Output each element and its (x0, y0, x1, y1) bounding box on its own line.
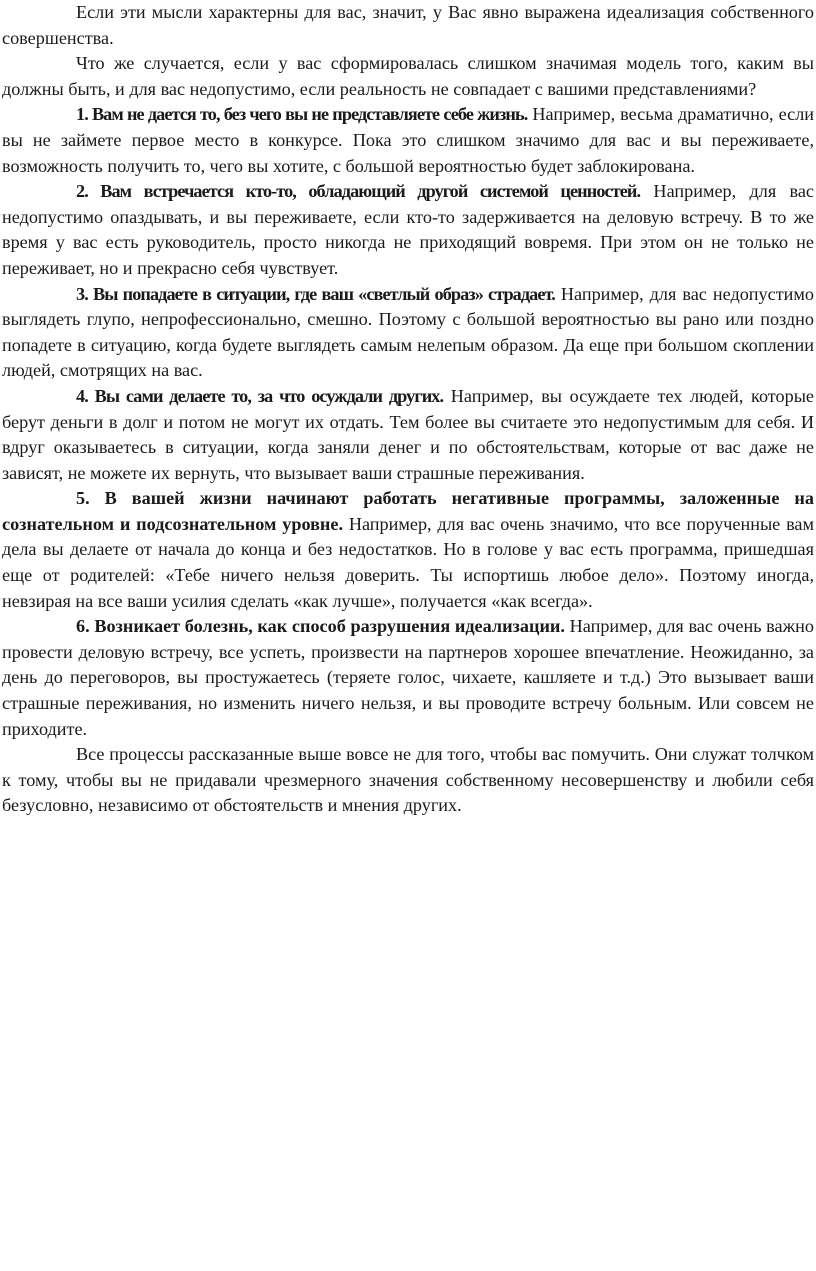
point-heading: 3. Вы попадаете в ситуации, где ваш «светлый образ» страдает. (76, 283, 555, 304)
paragraph-text: Например, весьма драматично, если вы не займете первое место в конкурсе. Пока это слишком значимо для вас и вы переживаете, возможность получить то, чего вы хотите, с большой вероятностью будет заблокирована. (2, 104, 815, 176)
paragraph-text: Например, вы осуждаете тех людей, которые берут деньги в долг и потом не могут их отдать. Тем более вы считаете это недопустимым для себя. И вдруг оказываетесь в ситуации, когда заняли денег и по обстоятельствам, которые от вас даже не зависят, не можете их вернуть, что вызывает ваши страшные переживания. (2, 385, 814, 483)
document-page (2, 0, 814, 819)
point-heading: 2. Вам встречается кто-то, обладающий другой системой ценностей. (76, 181, 641, 202)
paragraph-question (2, 51, 814, 102)
paragraph-text: Например, для вас недопустимо выглядеть глупо, непрофессионально, смешно. Поэтому с большой вероятностью вы рано или поздно попадете в ситуацию, когда будете выглядеть самым нелепым образом. Да еще при большом скоплении людей, смотрящих на вас. (2, 283, 814, 381)
paragraph-point-3 (2, 282, 814, 384)
point-heading: 6. Возникает болезнь, как способ разрушения идеализации. (76, 616, 565, 637)
point-heading: 4. Вы сами делаете то, за что осуждали других. (76, 385, 444, 406)
point-heading: 1. Вам не дается то, без чего вы не представляете себе жизнь. (76, 104, 528, 125)
paragraph-text: Например, для вас очень важно провести деловую встречу, все успеть, произвести на партнеров хорошее впечатление. Неожиданно, за день до переговоров, вы простужаетесь (теряете голос, чихаете, кашляете и т.д.) Это вызывает ваши страшные переживания, но изменить ничего нельзя, и вы проводите встречу больным. Или совсем не приходите. (2, 616, 814, 739)
paragraph-closing (2, 742, 814, 819)
paragraph-text: Например, для вас недопустимо опаздывать, и вы переживаете, если кто-то задерживается на деловую встречу. В то же время у вас есть руководитель, просто никогда не приходящий вовремя. При этом он не только не переживает, но и прекрасно себя чувствует. (2, 181, 814, 278)
paragraph-point-6 (2, 614, 814, 742)
paragraph-point-4 (2, 384, 814, 486)
point-heading: 5. В вашей жизни начинают работать негативные программы, заложенные на сознательном и подсознательном уровне. (2, 488, 814, 534)
paragraph-point-1 (2, 102, 814, 179)
paragraph-text: Все процессы рассказанные выше вовсе не для того, чтобы вас помучить. Они служат толчком к тому, чтобы вы не придавали чрезмерного значения собственному несовершенству и любили себя безусловно, независимо от обстоятельств и мнения других. (2, 744, 814, 816)
paragraph-text: Если эти мысли характерны для вас, значит, у Вас явно выражена идеализация собственного совершенства. (2, 2, 814, 48)
paragraph-text: Что же случается, если у вас сформировалась слишком значимая модель того, каким вы должны быть, и для вас недопустимо, если реальность не совпадает с вашими представлениями? (2, 53, 814, 99)
paragraph-point-5 (2, 486, 814, 614)
paragraph-point-2 (2, 179, 814, 281)
paragraph-text: Например, для вас очень значимо, что все порученные вам дела вы делаете от начала до конца и без недостатков. Но в голове у вас есть программа, пришедшая еще от родителей: «Тебе ничего нельзя доверить. Ты испортишь любое дело». Поэтому иногда, невзирая на все ваши усилия сделать «как лучше», получается «как всегда». (2, 513, 814, 611)
paragraph-intro-conclusion (2, 0, 814, 51)
